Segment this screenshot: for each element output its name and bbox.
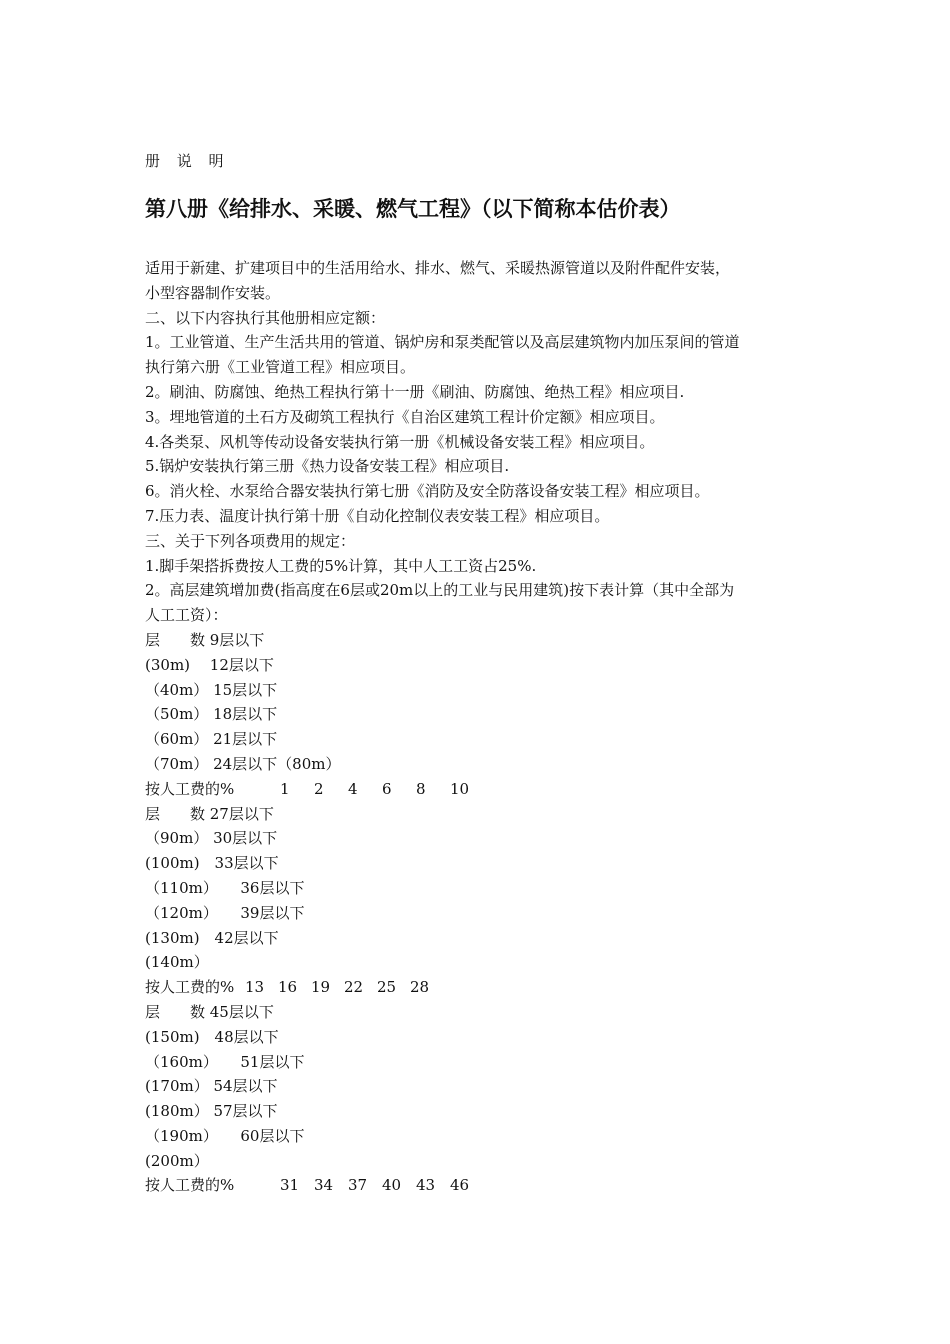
percent-value: 43 <box>416 1176 436 1195</box>
section-2-item-7: 7.压力表、温度计执行第十册《自动化控制仪表安装工程》相应项目。 <box>145 506 610 525</box>
percent-value: 22 <box>344 978 364 997</box>
table-line-label: （110m） 36层以下 <box>145 878 305 897</box>
table-line-label: （40m） 15层以下 <box>145 680 278 699</box>
section-3-item-1: 1.脚手架搭拆费按人工费的5%计算，其中人工工资占25%. <box>145 556 537 575</box>
table-line-label: 层 数 27层以下 <box>145 804 274 823</box>
percent-value: 25 <box>377 978 397 997</box>
table-line <box>145 802 810 827</box>
table-line-label: (180m） 57层以下 <box>145 1102 278 1121</box>
table-line <box>145 653 810 678</box>
percent-row <box>145 975 810 1000</box>
document-body <box>145 256 810 1198</box>
intro-line-2: 小型容器制作安装。 <box>145 283 281 302</box>
table-line-label: 按人工费的% <box>145 978 235 997</box>
percent-value: 40 <box>382 1176 402 1195</box>
percent-value: 46 <box>450 1176 470 1195</box>
section-2-item-6: 6。消火栓、水泵给合器安装执行第七册《消防及安全防落设备安装工程》相应项目。 <box>145 482 710 501</box>
table-line <box>145 876 810 901</box>
table-line-label: 层 数 45层以下 <box>145 1002 274 1021</box>
percent-value: 31 <box>280 1176 300 1195</box>
table-line <box>145 950 810 975</box>
section-2-item-4: 4.各类泵、风机等传动设备安装执行第一册《机械设备安装工程》相应项目。 <box>145 432 655 451</box>
percent-value: 13 <box>245 978 265 997</box>
table-line <box>145 678 810 703</box>
table-line-label: （50m） 18层以下 <box>145 705 278 724</box>
table-line <box>145 826 810 851</box>
percent-value: 6 <box>382 779 392 798</box>
document-title: 第八册《给排水、采暖、燃气工程》（以下简称本估价表） <box>145 197 681 221</box>
percent-row <box>145 777 810 802</box>
section-3-item-2a: 2。高层建筑增加费(指高度在6层或20m以上的工业与民用建筑)按下表计算（其中全部为 <box>145 581 735 600</box>
table-line <box>145 1149 810 1174</box>
table-line-label: 层 数 9层以下 <box>145 630 265 649</box>
table-line-label: (150m) 48层以下 <box>145 1027 279 1046</box>
table-line <box>145 901 810 926</box>
table-line <box>145 1050 810 1075</box>
table-line <box>145 1074 810 1099</box>
table-line-label: （160m） 51层以下 <box>145 1052 305 1071</box>
section-2-item-1a: 1。工业管道、生产生活共用的管道、锅炉房和泵类配管以及高层建筑物内加压泵间的管道 <box>145 333 740 352</box>
table-line <box>145 702 810 727</box>
section-2-item-5: 5.锅炉安装执行第三册《热力设备安装工程》相应项目. <box>145 457 510 476</box>
percent-value: 4 <box>348 779 358 798</box>
table-line-label: (100m) 33层以下 <box>145 854 279 873</box>
section-3-heading: 三、关于下列各项费用的规定： <box>145 531 356 550</box>
table-line-label: （60m） 21层以下 <box>145 730 278 749</box>
table-line <box>145 628 810 653</box>
table-line-label: (170m） 54层以下 <box>145 1077 278 1096</box>
percent-value: 16 <box>278 978 298 997</box>
table-line <box>145 1000 810 1025</box>
table-line-label: 按人工费的% <box>145 779 235 798</box>
table-line <box>145 727 810 752</box>
chapter-heading: 册 说 明 <box>145 152 230 170</box>
percent-value: 2 <box>314 779 324 798</box>
table-line <box>145 1025 810 1050</box>
floor-height-table <box>145 628 810 1198</box>
table-line-label: （190m） 60层以下 <box>145 1126 305 1145</box>
table-line <box>145 1099 810 1124</box>
table-line-label: (200m） <box>145 1151 209 1170</box>
section-2-item-1b: 执行第六册《工业管道工程》相应项目。 <box>145 358 416 377</box>
section-2-item-2: 2。刷油、防腐蚀、绝热工程执行第十一册《刷油、防腐蚀、绝热工程》相应项目. <box>145 382 685 401</box>
table-line-label: (140m） <box>145 953 209 972</box>
table-line-label: （90m） 30层以下 <box>145 829 278 848</box>
percent-value: 28 <box>410 978 430 997</box>
table-line-label: （70m） 24层以下（80m） <box>145 754 341 773</box>
section-3-item-2b: 人工工资）： <box>145 606 228 625</box>
table-line-label: 按人工费的% <box>145 1176 235 1195</box>
table-line <box>145 752 810 777</box>
table-line-label: （120m） 39层以下 <box>145 903 305 922</box>
percent-value: 34 <box>314 1176 334 1195</box>
percent-value: 37 <box>348 1176 368 1195</box>
percent-row <box>145 1173 810 1198</box>
table-line <box>145 851 810 876</box>
table-line <box>145 1124 810 1149</box>
percent-value: 1 <box>280 779 290 798</box>
table-line-label: (30m) 12层以下 <box>145 655 274 674</box>
percent-value: 19 <box>311 978 331 997</box>
section-2-heading: 二、以下内容执行其他册相应定额： <box>145 308 386 327</box>
percent-value: 10 <box>450 779 470 798</box>
section-2-item-3: 3。埋地管道的土石方及砌筑工程执行《自治区建筑工程计价定额》相应项目。 <box>145 407 665 426</box>
table-line <box>145 926 810 951</box>
intro-line-1: 适用于新建、扩建项目中的生活用给水、排水、燃气、采暖热源管道以及附件配件安装， <box>145 259 731 277</box>
percent-value: 8 <box>416 779 426 798</box>
table-line-label: (130m) 42层以下 <box>145 928 279 947</box>
